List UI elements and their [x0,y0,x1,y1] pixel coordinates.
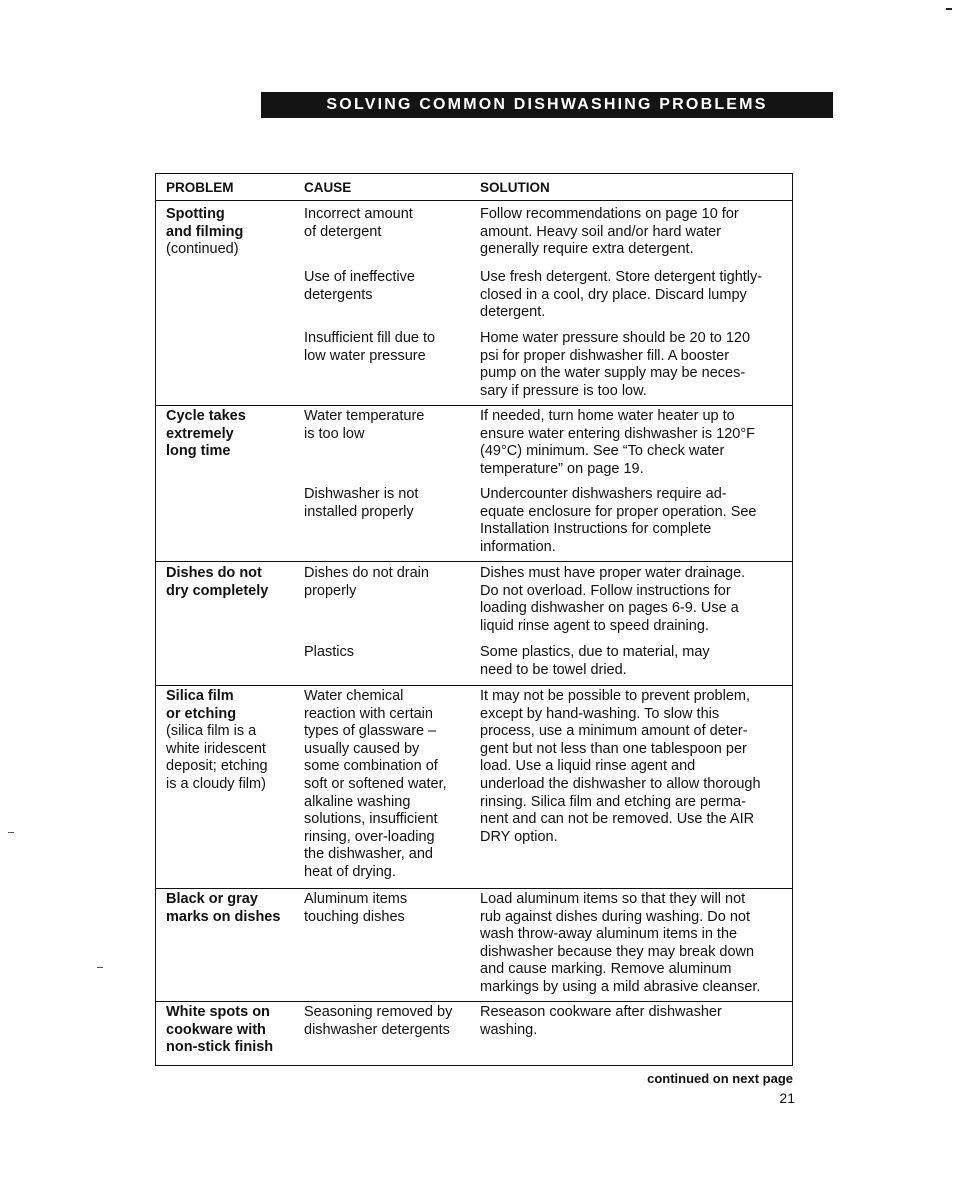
solution-line: sary if pressure is too low. [480,382,647,399]
cause-line: alkaline washing [304,793,411,810]
cause-line: Insufficient fill due to [304,330,436,346]
cause-line: solutions, insufficient [304,811,438,828]
solution-cell [480,891,788,997]
solution-line: pump on the water supply may be neces- [480,365,746,382]
cause-line: is too low [304,425,365,442]
solution-line: except by hand-washing. To slow this [480,705,720,722]
cause-line: usually caused by [304,740,420,757]
problem-title-line: Silica film [166,688,234,704]
solution-line: Use fresh detergent. Store detergent tightly- [480,269,763,285]
header-problem: PROBLEM [166,180,234,195]
problem-note-line: (continued) [166,241,239,258]
problem-title-line: and filming [166,223,244,240]
solution-line: rub against dishes during washing. Do not [480,908,751,925]
cause-line: dishwasher detergents [304,1021,450,1038]
problem-cell [166,565,296,600]
problem-title-line: Spotting [166,206,225,222]
problem-title-line: White spots on [166,1004,270,1020]
table-row [156,405,792,562]
solution-line: (49°C) minimum. See “To check water [480,443,725,460]
cause-cell [304,486,472,521]
corner-mark [946,8,952,10]
problems-table [155,173,793,1066]
cause-line: of detergent [304,223,382,240]
cause-line: soft or softened water, [304,775,447,792]
problem-note-line: deposit; etching [166,758,268,775]
solution-cell [480,688,788,846]
solution-cell [480,206,788,259]
problem-cell [166,408,296,461]
margin-tick [8,832,14,833]
cause-line: Dishwasher is not [304,486,419,502]
solution-line: Reseason cookware after dishwasher [480,1004,722,1020]
problem-title-line: non-stick finish [166,1039,274,1056]
solution-line: amount. Heavy soil and/or hard water [480,223,721,240]
problem-note-line: is a cloudy film) [166,775,266,792]
solution-line: information. [480,538,556,555]
solution-line: psi for proper dishwasher fill. A booster [480,347,730,364]
problem-title-line: long time [166,443,231,460]
cause-line: Seasoning removed by [304,1004,453,1020]
cause-line: Use of ineffective [304,269,415,285]
solution-line: equate enclosure for proper operation. See [480,503,757,520]
cause-line: heat of drying. [304,863,396,880]
cause-line: reaction with certain [304,705,433,722]
page-number: 21 [779,1090,795,1106]
cause-line: types of glassware – [304,723,437,740]
cause-cell [304,408,472,443]
cause-cell [304,644,472,662]
page-title: SOLVING COMMON DISHWASHING PROBLEMS [261,92,833,118]
solution-line: If needed, turn home water heater up to [480,408,735,424]
problem-note-line: (silica film is a [166,723,257,740]
solution-cell [480,408,788,478]
table-header [156,174,792,201]
solution-line: loading dishwasher on pages 6-9. Use a [480,600,739,617]
table-row [156,1001,792,1065]
table-row [156,685,792,889]
solution-line: wash throw-away aluminum items in the [480,926,738,943]
solution-cell [480,565,788,635]
margin-tick [97,967,103,968]
solution-line: temperature” on page 19. [480,460,644,477]
problem-title-line: Black or gray [166,891,258,907]
problem-title-line: marks on dishes [166,908,281,925]
solution-line: Follow recommendations on page 10 for [480,206,739,222]
cause-line: Incorrect amount [304,206,413,222]
problem-cell [166,1004,296,1057]
solution-line: Installation Instructions for complete [480,521,712,538]
solution-line: washing. [480,1021,538,1038]
cause-cell [304,688,472,882]
header-cause: CAUSE [304,180,352,195]
solution-line: It may not be possible to prevent problem, [480,688,751,704]
solution-line: Home water pressure should be 20 to 120 [480,330,751,346]
cause-line: the dishwasher, and [304,846,433,863]
cause-line: Dishes do not drain [304,565,429,581]
problem-cell [166,891,296,926]
cause-line: Plastics [304,644,354,660]
solution-line: Do not overload. Follow instructions for [480,582,731,599]
solution-line: Undercounter dishwashers require ad- [480,486,727,502]
cause-line: low water pressure [304,347,426,364]
cause-line: Water temperature [304,408,425,424]
solution-cell [480,269,788,322]
solution-line: generally require extra detergent. [480,241,694,258]
table-row [156,200,792,406]
solution-cell [480,486,788,556]
cause-line: rinsing, over-loading [304,828,435,845]
cause-line: properly [304,582,357,599]
solution-line: closed in a cool, dry place. Discard lumpy [480,286,747,303]
solution-line: and cause marking. Remove aluminum [480,961,732,978]
solution-line: gent but not less than one tablespoon per [480,740,747,757]
solution-line: detergent. [480,304,546,321]
cause-cell [304,206,472,241]
solution-line: liquid rinse agent to speed draining. [480,617,709,634]
solution-cell [480,644,788,679]
solution-line: Load aluminum items so that they will not [480,891,746,907]
cause-line: Aluminum items [304,891,408,907]
problem-note-line: white iridescent [166,740,266,757]
problem-title-line: Cycle takes [166,408,246,424]
solution-line: nent and can not be removed. Use the AIR [480,811,755,828]
problem-title-line: dry completely [166,582,269,599]
solution-line: underload the dishwasher to allow thorough [480,775,761,792]
solution-line: process, use a minimum amount of deter- [480,723,748,740]
solution-line: markings by using a mild abrasive cleanser. [480,978,761,995]
table-row [156,888,792,1002]
cause-cell [304,1004,472,1039]
cause-line: touching dishes [304,908,405,925]
problem-cell [166,206,296,259]
table-row [156,561,792,686]
cause-cell [304,565,472,600]
cause-line: some combination of [304,758,438,775]
solution-line: need to be towel dried. [480,661,627,678]
header-solution: SOLUTION [480,180,550,195]
cause-line: detergents [304,286,373,303]
cause-cell [304,269,472,304]
solution-line: rinsing. Silica film and etching are perma- [480,793,746,810]
problem-title-line: cookware with [166,1021,266,1038]
cause-line: installed properly [304,503,414,520]
solution-line: DRY option. [480,828,558,845]
solution-cell [480,1004,788,1039]
cause-cell [304,891,472,926]
solution-line: Some plastics, due to material, may [480,644,710,660]
solution-line: ensure water entering dishwasher is 120°F [480,425,755,442]
cause-cell [304,330,472,365]
continued-note: continued on next page [647,1071,793,1086]
solution-line: load. Use a liquid rinse agent and [480,758,696,775]
problem-cell [166,688,296,794]
problem-title-line: extremely [166,425,234,442]
problem-title-line: Dishes do not [166,565,262,581]
cause-line: Water chemical [304,688,404,704]
solution-line: Dishes must have proper water drainage. [480,565,746,581]
solution-line: dishwasher because they may break down [480,943,755,960]
problem-title-line: or etching [166,705,237,722]
solution-cell [480,330,788,400]
